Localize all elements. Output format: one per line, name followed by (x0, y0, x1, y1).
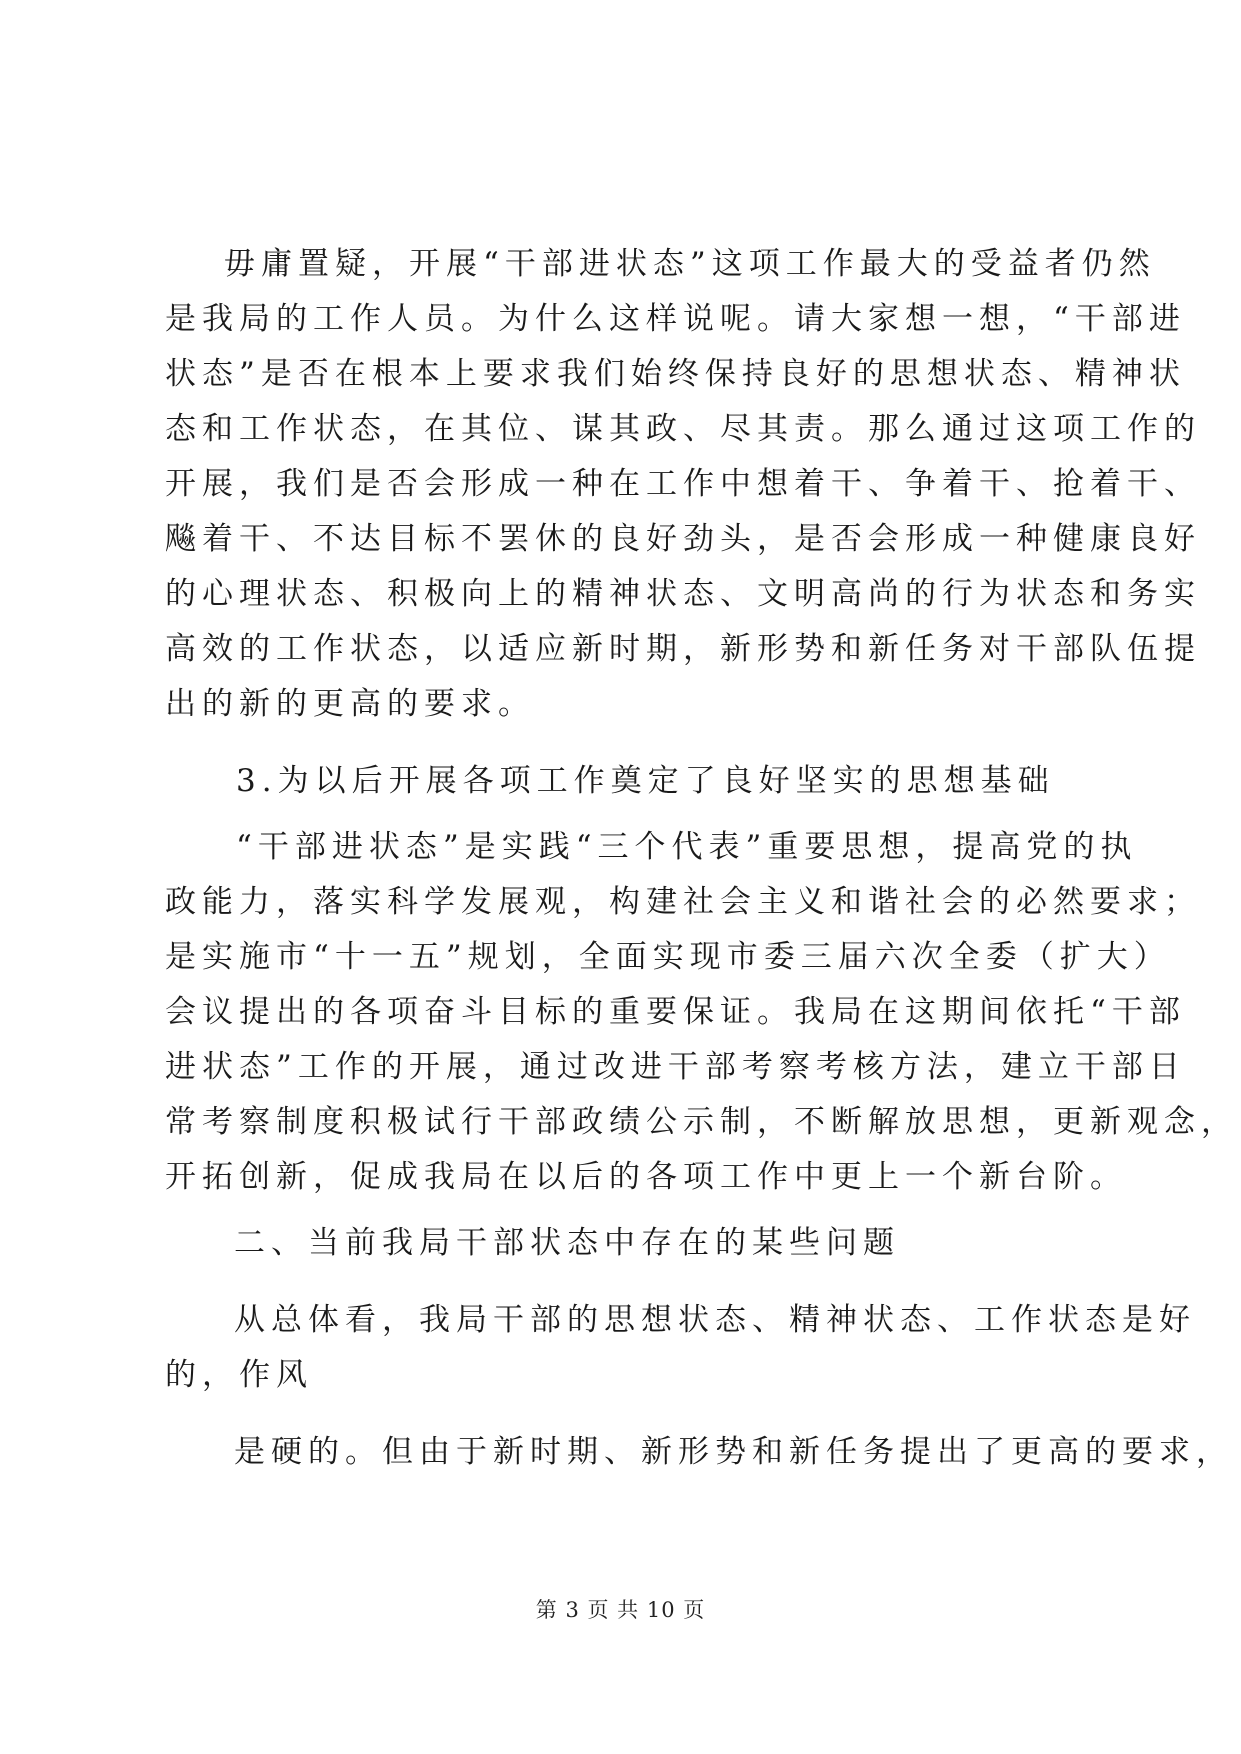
text-line: 毋庸置疑，开展“干部进状态”这项工作最大的受益者仍然 (224, 246, 1156, 282)
text-line: 状态”是否在根本上要求我们始终保持良好的思想状态、精神状 (165, 356, 1186, 392)
text-line: 飚着干、不达目标不罢休的良好劲头，是否会形成一种健康良好 (165, 521, 1201, 557)
text-line: 会议提出的各项奋斗目标的重要保证。我局在这期间依托“干部 (165, 994, 1186, 1030)
text-line: 开展，我们是否会形成一种在工作中想着干、争着干、抢着干、 (165, 466, 1201, 502)
text-line: 进状态”工作的开展，通过改进干部考察考核方法，建立干部日 (165, 1049, 1186, 1085)
section-heading: 3.为以后开展各项工作奠定了良好坚实的思想基础 (236, 763, 1055, 799)
text-line: 开拓创新，促成我局在以后的各项工作中更上一个新台阶。 (165, 1159, 1127, 1195)
text-line: 是实施市“十一五”规划，全面实现市委三届六次全委（扩大） (165, 939, 1171, 975)
text-line: “干部进状态”是实践“三个代表”重要思想，提高党的执 (236, 829, 1138, 865)
text-line: 的，作风 (165, 1357, 313, 1393)
text-line: 政能力，落实科学发展观，构建社会主义和谐社会的必然要求； (165, 884, 1201, 920)
text-line: 高效的工作状态，以适应新时期，新形势和新任务对干部队伍提 (165, 631, 1201, 667)
page-footer: 第 3 页 共 10 页 (535, 1598, 706, 1622)
text-line: 常考察制度积极试行干部政绩公示制，不断解放思想，更新观念， (165, 1104, 1238, 1140)
section-heading: 二、当前我局干部状态中存在的某些问题 (234, 1225, 900, 1261)
text-line: 是硬的。但由于新时期、新形势和新任务提出了更高的要求， (234, 1434, 1233, 1470)
text-line: 的心理状态、积极向上的精神状态、文明高尚的行为状态和务实 (165, 576, 1201, 612)
text-line: 出的新的更高的要求。 (165, 686, 535, 722)
text-line: 是我局的工作人员。为什么这样说呢。请大家想一想，“干部进 (165, 301, 1186, 337)
text-line: 从总体看，我局干部的思想状态、精神状态、工作状态是好 (234, 1302, 1196, 1338)
text-line: 态和工作状态，在其位、谋其政、尽其责。那么通过这项工作的 (165, 411, 1201, 447)
